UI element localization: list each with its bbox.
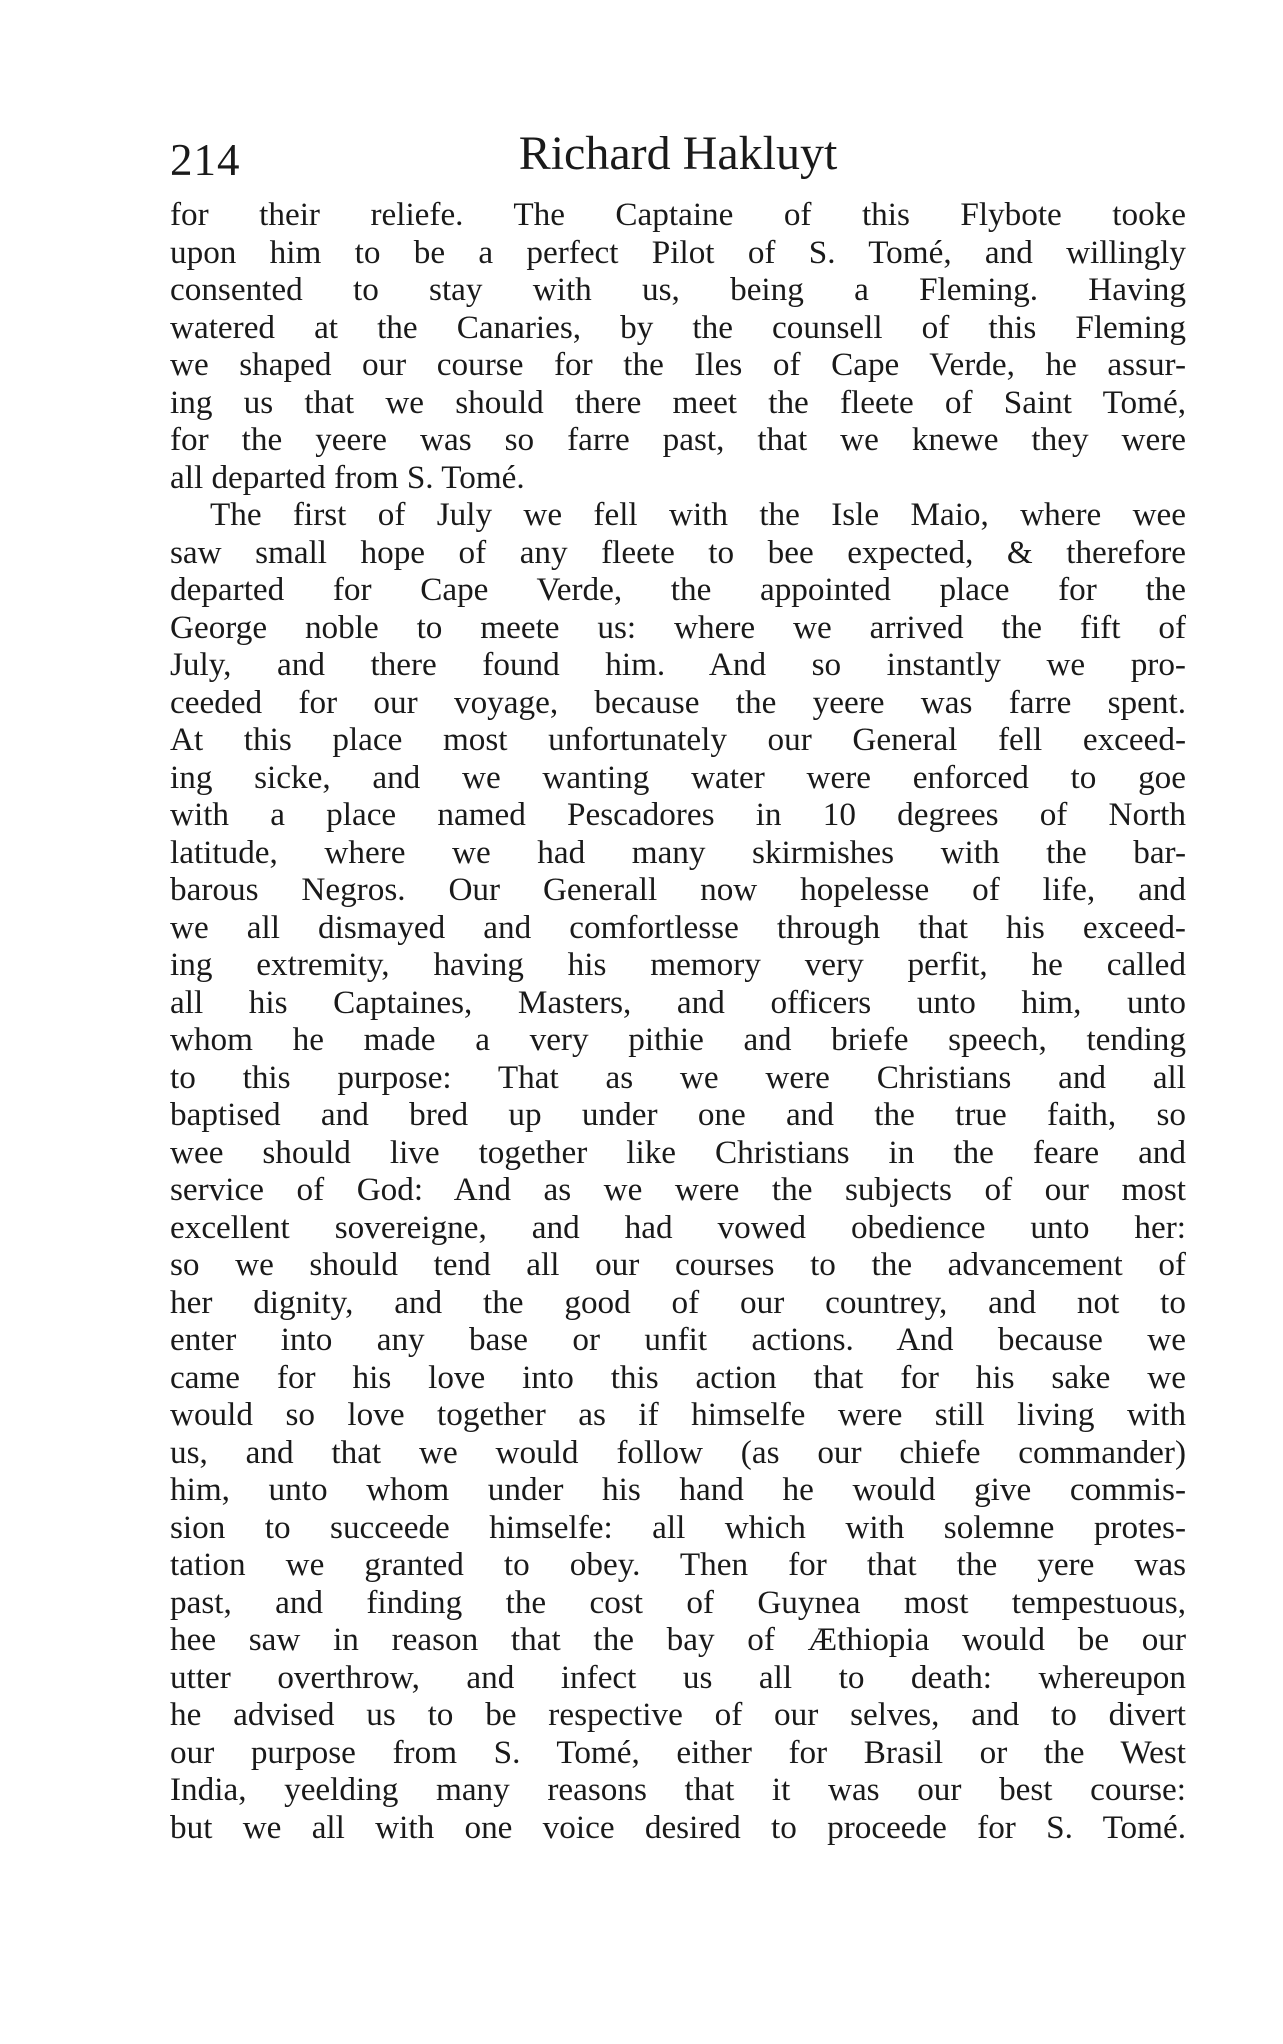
text-line: India, yeelding many reasons that it was our best course:: [170, 1771, 1186, 1808]
text-line: excellent sovereigne, and had vowed obedience unto her:: [170, 1208, 1186, 1246]
text-line: tation we granted to obey. Then for that the yere was: [170, 1546, 1186, 1583]
text-line: utter overthrow, and infect us all to death: whereupon: [170, 1658, 1186, 1696]
text-line: departed for Cape Verde, the appointed place for the: [170, 571, 1186, 608]
text-line: watered at the Canaries, by the counsell of this Fleming: [170, 308, 1186, 346]
text-line: all his Captaines, Masters, and officers unto him, unto: [170, 983, 1186, 1021]
text-line: whom he made a very pithie and briefe speech, tending: [170, 1021, 1186, 1058]
text-line: George noble to meete us: where we arrived the fift of: [170, 608, 1186, 646]
text-line: he advised us to be respective of our selves, and to divert: [170, 1696, 1186, 1733]
text-line: we all dismayed and comfortlesse through that his exceed-: [170, 908, 1186, 946]
text-line: us, and that we would follow (as our chiefe commander): [170, 1433, 1186, 1471]
text-line: for the yeere was so farre past, that we knewe they were: [170, 421, 1186, 458]
text-line: so we should tend all our courses to the advancement of: [170, 1246, 1186, 1283]
text-line: ing sicke, and we wanting water were enforced to goe: [170, 758, 1186, 796]
text-line: hee saw in reason that the bay of Æthiopia would be our: [170, 1621, 1186, 1658]
text-line: consented to stay with us, being a Fleming. Having: [170, 271, 1186, 308]
book-page: [170, 124, 1186, 1846]
text-line: came for his love into this action that for his sake we: [170, 1358, 1186, 1396]
text-line: but we all with one voice desired to proceede for S. Tomé.: [170, 1808, 1186, 1846]
text-line: our purpose from S. Tomé, either for Brasil or the West: [170, 1733, 1186, 1771]
text-line: barous Negros. Our Generall now hopelesse of life, and: [170, 871, 1186, 908]
text-line: him, unto whom under his hand he would give commis-: [170, 1471, 1186, 1508]
text-line: At this place most unfortunately our General fell exceed-: [170, 721, 1186, 758]
text-line: wee should live together like Christians in the feare and: [170, 1133, 1186, 1171]
text-line: her dignity, and the good of our countrey, and not to: [170, 1283, 1186, 1321]
text-line: baptised and bred up under one and the true faith, so: [170, 1096, 1186, 1133]
text-line: ceeded for our voyage, because the yeere was farre spent.: [170, 683, 1186, 721]
text-line: saw small hope of any fleete to bee expected, & therefore: [170, 533, 1186, 571]
text-line: The first of July we fell with the Isle Maio, where wee: [210, 496, 1186, 533]
text-line: latitude, where we had many skirmishes with the bar-: [170, 833, 1186, 871]
text-line: ing extremity, having his memory very perfit, he called: [170, 946, 1186, 983]
page-number: 214: [170, 135, 241, 185]
text-line: to this purpose: That as we were Christians and all: [170, 1058, 1186, 1096]
text-line: sion to succeede himselfe: all which with solemne protes-: [170, 1508, 1186, 1546]
running-head: [170, 124, 1186, 196]
text-line: past, and finding the cost of Guynea most tempestuous,: [170, 1583, 1186, 1621]
text-line: all departed from S. Tomé.: [170, 458, 525, 496]
text-line: with a place named Pescadores in 10 degrees of North: [170, 796, 1186, 833]
text-line: enter into any base or unfit actions. And because we: [170, 1321, 1186, 1358]
text-line: ing us that we should there meet the fleete of Saint Tomé,: [170, 383, 1186, 421]
text-line: we shaped our course for the Iles of Cape Verde, he assur-: [170, 346, 1186, 383]
text-line: service of God: And as we were the subjects of our most: [170, 1171, 1186, 1208]
body-text: [170, 196, 1186, 1846]
text-line: would so love together as if himselfe were still living with: [170, 1396, 1186, 1433]
text-line: for their reliefe. The Captaine of this Flybote tooke: [170, 196, 1186, 233]
running-title: Richard Hakluyt: [518, 127, 838, 180]
text-line: upon him to be a perfect Pilot of S. Tomé, and willingly: [170, 233, 1186, 271]
text-line: July, and there found him. And so instantly we pro-: [170, 646, 1186, 683]
